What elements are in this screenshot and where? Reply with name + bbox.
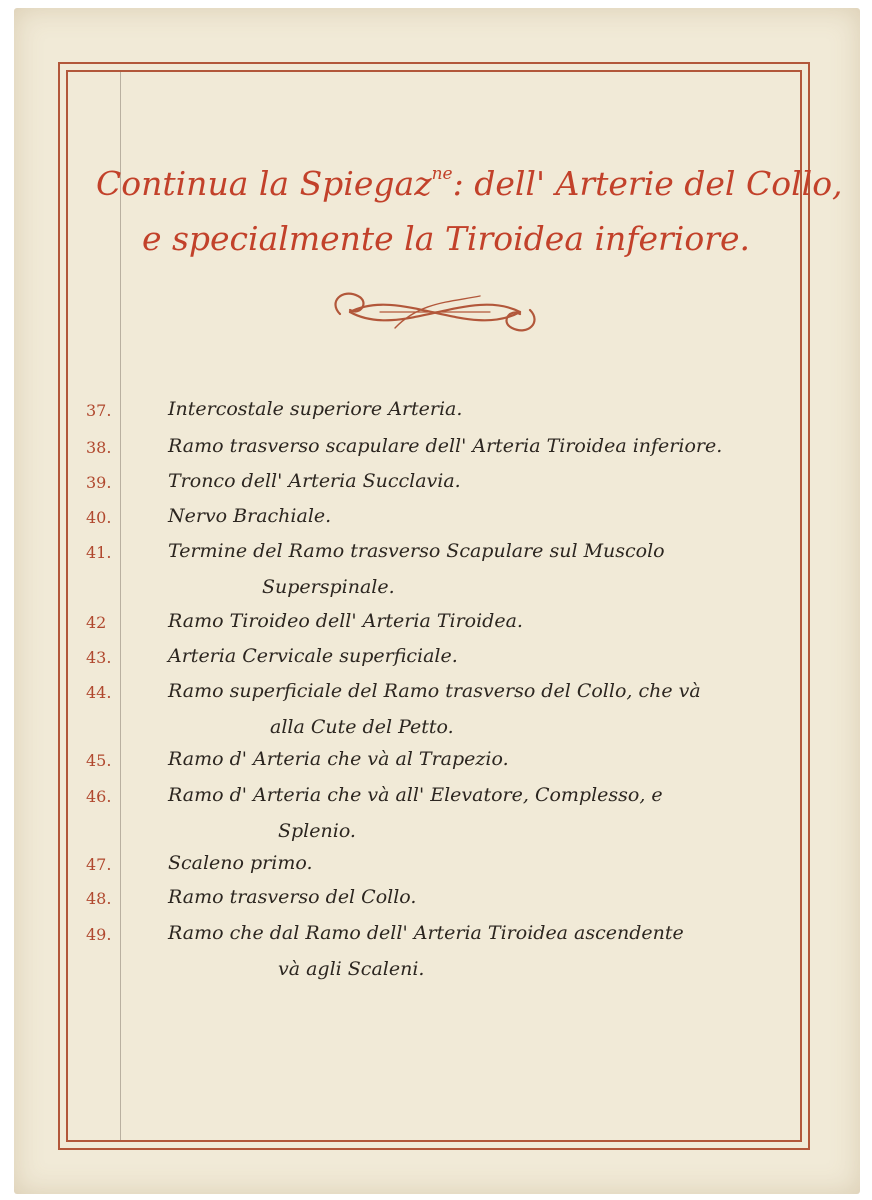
entry-number: 47. (86, 855, 112, 874)
entry-text: Ramo Tiroideo dell' Arteria Tiroidea. (168, 610, 523, 632)
entry-number: 39. (86, 473, 112, 492)
entry-number: 37. (86, 401, 112, 420)
entry-text: Termine del Ramo trasverso Scapulare sul Muscolo (168, 540, 665, 562)
title-superscript: ne (431, 164, 453, 184)
entry-number: 40. (86, 508, 112, 527)
entry-text: Ramo superficiale del Ramo trasverso del Collo, che và (168, 680, 701, 702)
entry-text: Ramo che dal Ramo dell' Arteria Tiroidea ascendente (168, 922, 684, 944)
entry-number: 41. (86, 543, 112, 562)
entry-number: 48. (86, 889, 112, 908)
entry-number: 43. (86, 648, 112, 667)
entry-continuation: Splenio. (278, 820, 356, 842)
entry-number: 42 (86, 613, 107, 632)
entry-text: Intercostale superiore Arteria. (168, 398, 463, 420)
calligraphic-flourish (320, 282, 550, 342)
entry-number: 46. (86, 787, 112, 806)
entry-number: 45. (86, 751, 112, 770)
entry-text: Arteria Cervicale superficiale. (168, 645, 458, 667)
entry-continuation: alla Cute del Petto. (270, 716, 454, 738)
entry-continuation: và agli Scaleni. (278, 958, 425, 980)
entry-text: Ramo d' Arteria che và all' Elevatore, Complesso, e (168, 784, 663, 806)
entry-text: Ramo trasverso scapulare dell' Arteria Tiroidea inferiore. (168, 435, 723, 457)
entry-continuation: Superspinale. (262, 576, 395, 598)
entry-number: 38. (86, 438, 112, 457)
title-suffix: : dell' Arterie del Collo, (452, 164, 843, 203)
title-line-1 (96, 164, 843, 203)
title-line-2: e specialmente la Tiroidea inferiore. (141, 219, 751, 258)
entry-text: Scaleno primo. (168, 852, 313, 874)
entry-text: Nervo Brachiale. (168, 505, 332, 527)
title-prefix: Continua la Spiegaz (96, 164, 432, 203)
entry-number: 44. (86, 683, 112, 702)
entry-text: Ramo d' Arteria che và al Trapezio. (168, 748, 509, 770)
entry-text: Ramo trasverso del Collo. (168, 886, 417, 908)
entry-number: 49. (86, 925, 112, 944)
entry-text: Tronco dell' Arteria Succlavia. (168, 470, 461, 492)
